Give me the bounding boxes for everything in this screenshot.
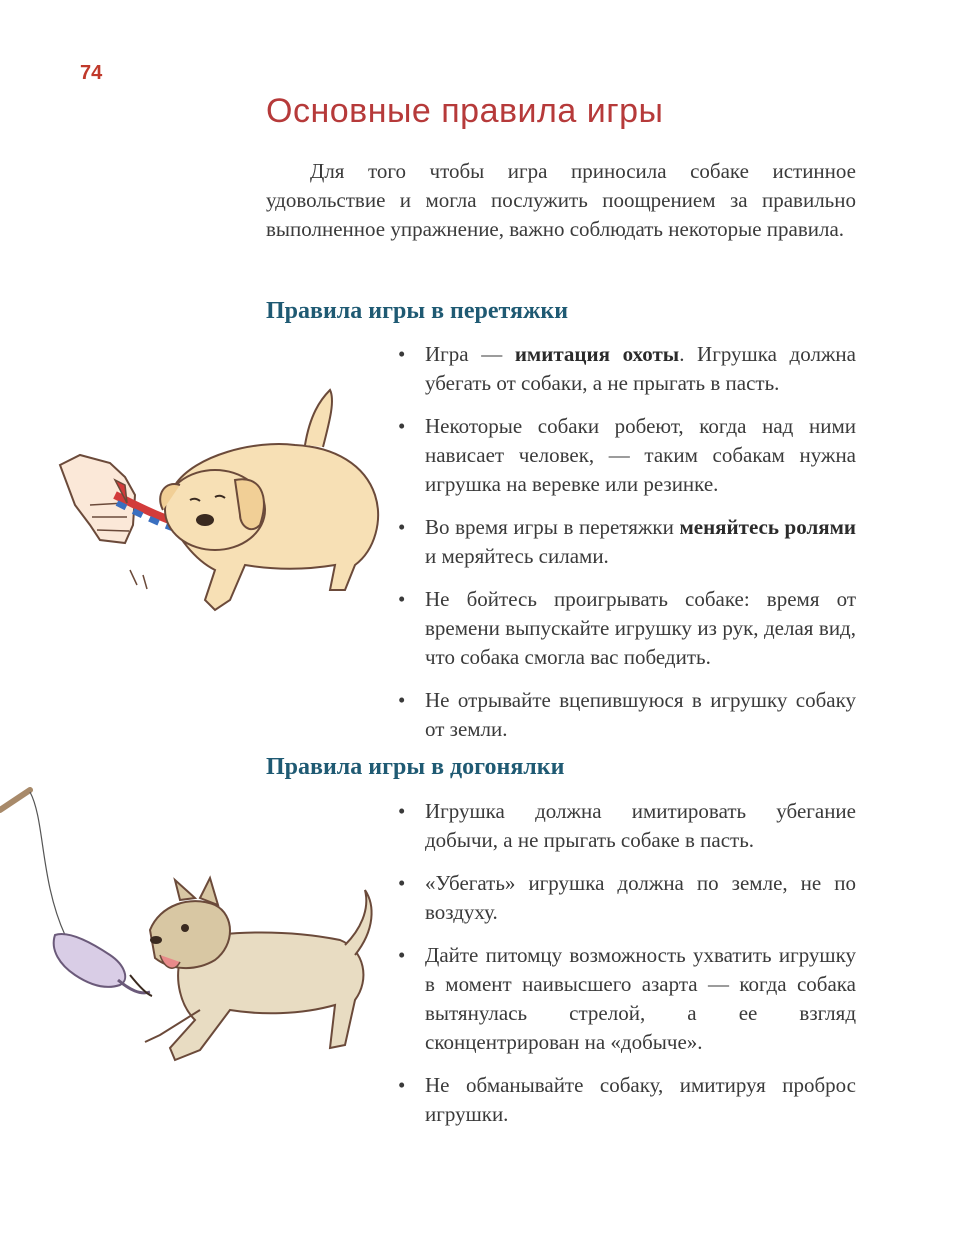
bullet: • — [398, 515, 406, 539]
item-text: Не бойтесь проигрывать собаке: время от времени выпускайте игрушку из рук, делая вид, что собака смогла вас победить. — [425, 587, 856, 669]
bullet: • — [398, 587, 406, 611]
list-item — [398, 585, 856, 672]
page-number: 74 — [80, 62, 103, 84]
section-heading-tug: Правила игры в перетяжки — [266, 298, 569, 324]
bullet: • — [398, 414, 406, 438]
item-text: Во время игры в перетяжки — [425, 515, 680, 539]
item-text: Игра — — [425, 342, 515, 366]
list-item — [398, 797, 856, 855]
list-item — [398, 686, 856, 744]
bullet: • — [398, 342, 406, 366]
item-bold: имитация охоты — [514, 342, 680, 366]
item-text: и меряйтесь силами. — [425, 544, 609, 568]
list-item — [398, 340, 856, 398]
item-text: «Убегать» игрушка должна по земле, не по воздуху. — [425, 871, 856, 924]
item-text: Не отрывайте вцепившуюся в игрушку собаку от земли. — [425, 688, 856, 741]
bullet: • — [398, 943, 406, 967]
bullet: • — [398, 1073, 406, 1097]
bullet: • — [398, 688, 406, 712]
list-item — [398, 1071, 856, 1129]
dog-chasing-toy-illustration — [0, 780, 380, 1080]
page-title: Основные правила игры — [266, 92, 664, 130]
list-item — [398, 869, 856, 927]
list-item — [398, 412, 856, 499]
list-item — [398, 941, 856, 1057]
list-item — [398, 513, 856, 571]
intro-paragraph: Для того чтобы игра приносила собаке истинное удовольствие и могла послужить поощрением за правильно выполненное упражнение, важно соблюдать некоторые правила. — [266, 159, 856, 241]
item-text: . Игрушка должна убегать от собаки, а не прыгать в пасть. — [425, 342, 856, 395]
item-text: Не обманывайте собаку, имитируя проброс игрушки. — [425, 1073, 856, 1126]
section-heading-chase: Правила игры в догонялки — [266, 754, 565, 780]
item-text: Некоторые собаки робеют, когда над ними нависает человек, — таким собакам нужна игрушка на веревке или резинке. — [425, 414, 856, 496]
bullet: • — [398, 799, 406, 823]
item-bold: меняйтесь ролями — [679, 515, 857, 539]
puppy-tug-toy-illustration — [55, 385, 385, 630]
item-text: Игрушка должна имитировать убегание добычи, а не прыгать собаке в пасть. — [425, 799, 856, 852]
bullet: • — [398, 871, 406, 895]
item-text: Дайте питомцу возможность ухватить игрушку в момент наивысшего азарта — когда собака вытянулась стрелой, а ее взгляд сконцентрирован на «добыче». — [425, 943, 856, 1054]
rules-list-chase — [398, 797, 856, 1143]
rules-list-tug — [398, 340, 856, 758]
